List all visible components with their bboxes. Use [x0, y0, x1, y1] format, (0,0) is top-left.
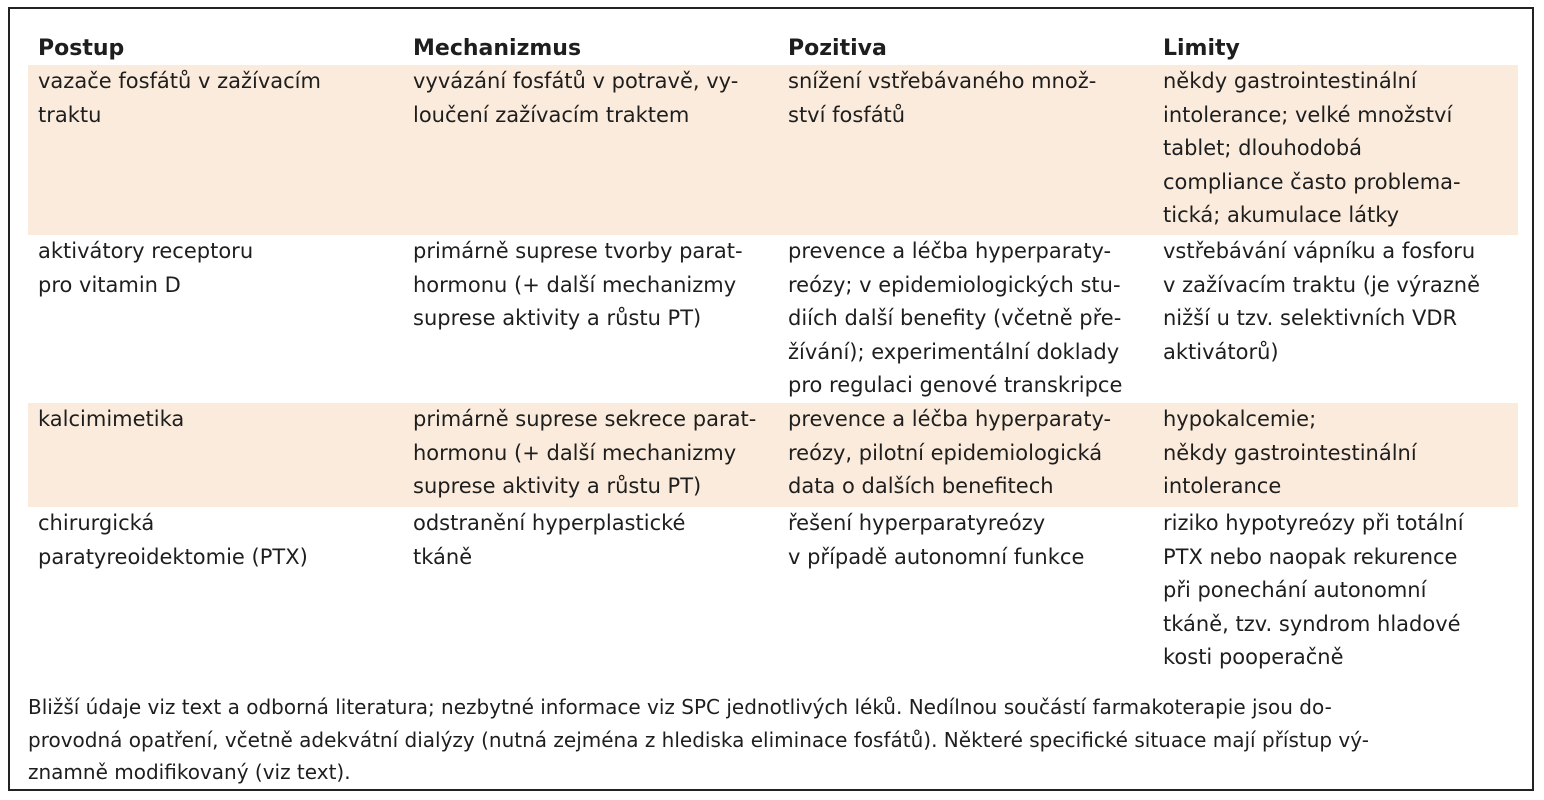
cell-mechanizmus: primárně suprese sekrece parat- hormonu (+ další mechanizmy suprese aktivity a růstu PT) [413, 407, 757, 498]
column-header-pozitiva: Pozitiva [788, 36, 887, 61]
cell-pozitiva: snížení vstřebávaného množ- ství fosfátů [788, 69, 1097, 127]
cell-mechanizmus: odstranění hyperplastické tkáně [413, 511, 686, 569]
cell-postup: kalcimimetika [38, 407, 185, 431]
table-frame [8, 7, 1534, 791]
column-header-limity: Limity [1163, 36, 1240, 61]
table-row [28, 235, 1518, 403]
cell-pozitiva: řešení hyperparatyreózy v případě autonomní funkce [788, 511, 1085, 569]
cell-postup: aktivátory receptoru pro vitamin D [38, 239, 254, 297]
cell-mechanizmus: vyvázání fosfátů v potravě, vy- loučení zažívacím traktem [413, 69, 739, 127]
table-footnote: Bližší údaje viz text a odborná literatura; nezbytné informace viz SPC jednotlivých léků. Nedílnou součástí farmakoterapie jsou do- provodná opatření, včetně adekvátní dialýzy (nutná zejména z hlediska eliminace fosfátů). Některé specifické situace mají přístup vý- znamně modifikovaný (viz text). [28, 695, 1369, 784]
cell-postup: chirurgická paratyreoidektomie (PTX) [38, 511, 308, 569]
column-header-postup: Postup [38, 36, 125, 61]
cell-pozitiva: prevence a léčba hyperparaty- reózy; v epidemiologických stu- diích další benefity (včetně pře- žívání); experimentální doklady pro regulaci genové transkripce [788, 239, 1123, 397]
cell-limity: riziko hypotyreózy při totální PTX nebo naopak rekurence při ponechání autonomní tkáně, tzv. syndrom hladové kosti pooperačně [1163, 511, 1464, 669]
column-header-mechanizmus: Mechanizmus [413, 36, 582, 61]
cell-mechanizmus: primárně suprese tvorby parat- hormonu (+ další mechanizmy suprese aktivity a růstu PT) [413, 239, 743, 330]
cell-limity: hypokalcemie; někdy gastrointestinální intolerance [1163, 407, 1417, 498]
cell-pozitiva: prevence a léčba hyperparaty- reózy, pilotní epidemiologická data o dalších benefitech [788, 407, 1112, 498]
cell-postup: vazače fosfátů v zažívacím traktu [38, 69, 321, 127]
table-row [28, 507, 1518, 677]
table-row [28, 403, 1518, 507]
table-row [28, 65, 1518, 235]
cell-limity: vstřebávání vápníku a fosforu v zažívacím traktu (je výrazně nižší u tzv. selektivních VDR aktivátorů) [1163, 239, 1481, 364]
cell-limity: někdy gastrointestinální intolerance; velké množství tablet; dlouhodobá compliance často problema- tická; akumulace látky [1163, 69, 1461, 227]
